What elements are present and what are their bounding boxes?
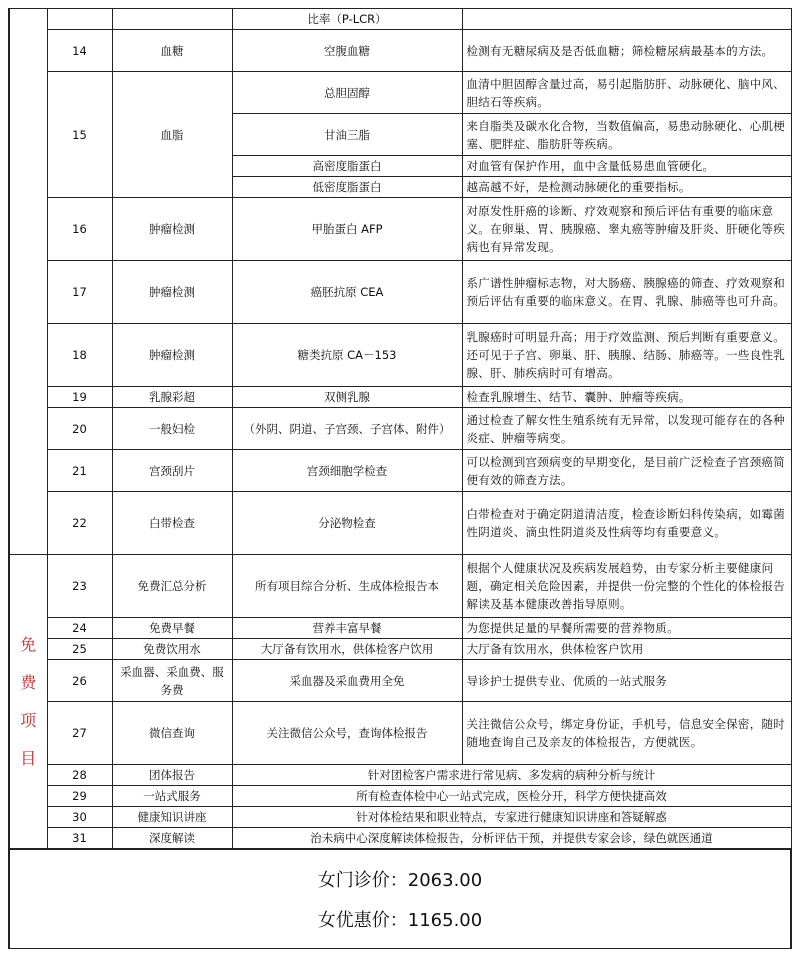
row-number: 23 [47,555,112,618]
clinic-price: 女门诊价：2063.00 [317,870,483,891]
table-row [9,198,791,261]
totals-row [9,849,791,949]
row-number: 31 [47,828,112,850]
items-table [8,8,792,949]
description-cell: 白带检查对于确定阴道清洁度，检查诊断妇科传染病，如霉菌性阴道炎、滴虫性阴道炎及性病等均有重要意义。 [462,492,791,555]
description-cell: 导诊护士提供专业、优质的一站式服务 [462,660,791,702]
description-cell: 系广谱性肿瘤标志物，对大肠癌、胰腺癌的筛查、疗效观察和预后评估有重要的临床意义。在胃、乳腺、肺癌等也可升高。 [462,261,791,324]
row-number: 17 [47,261,112,324]
item-cell: 采血器及采血费用全免 [232,660,462,702]
description-cell: 检查乳腺增生、结节、囊肿、肿瘤等疾病。 [462,387,791,408]
item-cell: 总胆固醇 [232,72,462,114]
table-row [9,786,791,807]
category-cell: 免费早餐 [112,618,232,639]
row-number: 26 [47,660,112,702]
row-number: 15 [47,72,112,198]
item-cell: 宫颈细胞学检查 [232,450,462,492]
item-cell: 双侧乳腺 [232,387,462,408]
row-number: 22 [47,492,112,555]
row-number: 14 [47,30,112,72]
category-cell: 肿瘤检测 [112,324,232,387]
merged-description-cell: 治未病中心深度解读体检报告，分析评估干预，并提供专家会诊，绿色就医通道 [232,828,791,850]
discount-price: 女优惠价：1165.00 [317,910,483,931]
item-cell: 甲胎蛋白 AFP [232,198,462,261]
row-number: 30 [47,807,112,828]
table-row [9,387,791,408]
description-cell: 来自脂类及碳水化合物，当数值偏高，易患动脉硬化、心肌梗塞、肥胖症、脂肪肝等疾病。 [462,114,791,156]
item-cell: 甘油三脂 [232,114,462,156]
category-cell: 宫颈刮片 [112,450,232,492]
item-cell: 糖类抗原 CA－153 [232,324,462,387]
table-row [9,30,791,72]
category-cell: 肿瘤检测 [112,198,232,261]
row-number: 27 [47,702,112,765]
table-row [9,807,791,828]
description-cell: 通过检查了解女性生殖系统有无异常，以发现可能存在的各种炎症、肿瘤等病变。 [462,408,791,450]
category-cell: 免费饮用水 [112,639,232,660]
description-cell: 为您提供足量的早餐所需要的营养物质。 [462,618,791,639]
table-row [9,9,791,30]
row-number: 24 [47,618,112,639]
table-row [9,639,791,660]
table-row [9,261,791,324]
table-row [9,618,791,639]
item-cell: 营养丰富早餐 [232,618,462,639]
table-row [9,555,791,618]
table-row [9,702,791,765]
category-cell: 采血器、采血费、服务费 [112,660,232,702]
table-row [9,765,791,786]
table-row [9,660,791,702]
checkup-items-sheet [8,8,790,959]
description-cell: 对原发性肝癌的诊断、疗效观察和预后评估有重要的临床意义。在卵巢、胃、胰腺癌、睾丸癌等肿瘤及肝炎、肝硬化等疾病也有异常发现。 [462,198,791,261]
category-cell: 健康知识讲座 [112,807,232,828]
row-number: 21 [47,450,112,492]
category-cell: 一站式服务 [112,786,232,807]
section-column [9,9,47,555]
description-cell: 检测有无糖尿病及是否低血糖；筛检糖尿病最基本的方法。 [462,30,791,72]
row-number: 16 [47,198,112,261]
item-cell: 比率（P-LCR） [232,9,462,30]
category-cell: 深度解读 [112,828,232,850]
table-row [9,408,791,450]
category-cell: 团体报告 [112,765,232,786]
table-row [9,72,791,114]
item-cell: 低密度脂蛋白 [232,177,462,198]
description-cell: 血清中胆固醇含量过高，易引起脂肪肝、动脉硬化、脑中风、胆结石等疾病。 [462,72,791,114]
description-cell: 可以检测到宫颈病变的早期变化，是目前广泛检查子宫颈癌简便有效的筛查方法。 [462,450,791,492]
category-cell: 血脂 [112,72,232,198]
row-number: 20 [47,408,112,450]
merged-description-cell: 所有检查体检中心一站式完成，医检分开，科学方便快捷高效 [232,786,791,807]
table-row [9,324,791,387]
item-cell: 关注微信公众号，查询体检报告 [232,702,462,765]
item-cell: 所有项目综合分析、生成体检报告本 [232,555,462,618]
item-cell: 分泌物检查 [232,492,462,555]
merged-description-cell: 针对团检客户需求进行常见病、多发病的病种分析与统计 [232,765,791,786]
row-number: 25 [47,639,112,660]
table-row [9,450,791,492]
description-cell: 越高越不好，是检测动脉硬化的重要指标。 [462,177,791,198]
item-cell: 高密度脂蛋白 [232,156,462,177]
item-cell: 癌胚抗原 CEA [232,261,462,324]
row-number: 29 [47,786,112,807]
category-cell: 血糖 [112,30,232,72]
table-row [9,828,791,850]
category-cell: 免费汇总分析 [112,555,232,618]
row-number: 18 [47,324,112,387]
table-row [9,492,791,555]
row-number: 19 [47,387,112,408]
category-cell: 一般妇检 [112,408,232,450]
row-number: 28 [47,765,112,786]
category-cell: 肿瘤检测 [112,261,232,324]
description-cell: 大厅备有饮用水，供体检客户饮用 [462,639,791,660]
description-cell: 乳腺癌时可明显升高；用于疗效监测、预后判断有重要意义。还可见于子宫、卵巢、肝、胰腺、结肠、肺癌等。一些良性乳腺、肝、肺疾病时可有增高。 [462,324,791,387]
description-cell: 对血管有保护作用，血中含量低易患血管硬化。 [462,156,791,177]
category-cell: 白带检查 [112,492,232,555]
category-cell: 乳腺彩超 [112,387,232,408]
item-cell: 空腹血糖 [232,30,462,72]
merged-description-cell: 针对体检结果和职业特点，专家进行健康知识讲座和答疑解惑 [232,807,791,828]
description-cell: 关注微信公众号，绑定身份证，手机号，信息安全保密，随时随地查询自己及亲友的体检报告，方便就医。 [462,702,791,765]
item-cell: 大厅备有饮用水，供体检客户饮用 [232,639,462,660]
category-cell: 微信查询 [112,702,232,765]
description-cell: 根据个人健康状况及疾病发展趋势，由专家分析主要健康问题，确定相关危险因素，并提供一份完整的个性化的体检报告解读及基本健康改善指导原则。 [462,555,791,618]
free-items-label: 免 费 项 目 [9,555,47,850]
totals-cell [9,849,791,949]
item-cell: （外阴、阴道、子宫颈、子宫体、附件） [232,408,462,450]
